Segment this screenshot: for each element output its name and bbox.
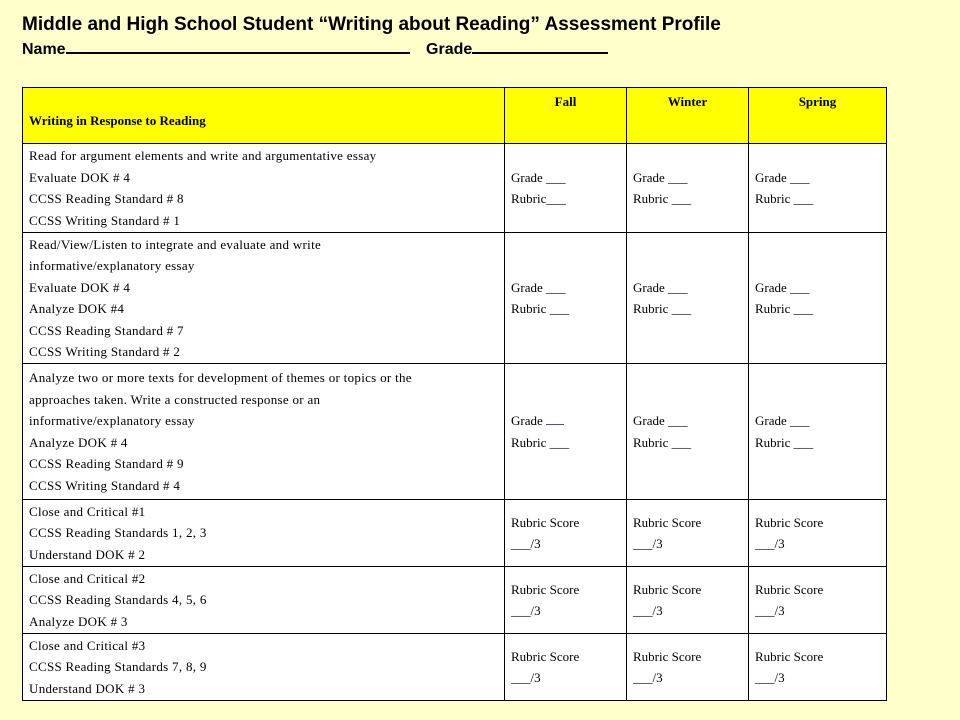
description-line: Close and Critical #2 <box>29 570 146 586</box>
description-line: Understand DOK # 2 <box>29 546 146 562</box>
assessment-profile-table <box>22 87 887 701</box>
spring-rubric: Rubric ___ <box>755 301 814 316</box>
winter-rubric: Rubric ___ <box>633 301 692 316</box>
description-line: CCSS Writing Standard # 1 <box>29 212 181 228</box>
fall-score: ___/3 <box>511 536 541 551</box>
winter-score: ___/3 <box>633 670 663 685</box>
description-line: informative/explanatory essay <box>29 413 195 428</box>
description-line: Understand DOK # 3 <box>29 680 146 696</box>
winter-cell[interactable] <box>627 500 749 567</box>
description-line: informative/explanatory essay <box>29 258 195 273</box>
fall-cell[interactable] <box>505 500 627 567</box>
page-title: Middle and High School Student “Writing about Reading” Assessment Profile <box>22 14 721 35</box>
row-description <box>23 144 505 233</box>
table-row <box>23 364 887 500</box>
winter-grade: Grade ___ <box>633 169 688 185</box>
spring-cell[interactable] <box>749 233 887 364</box>
spring-grade: Grade ___ <box>755 169 810 185</box>
description-line: Evaluate DOK # 4 <box>29 169 131 185</box>
description-line: approaches taken. Write a constructed response or an <box>29 391 321 407</box>
fall-rubric: Rubric ___ <box>511 301 570 316</box>
name-blank-line[interactable] <box>66 38 410 54</box>
table-row <box>23 500 887 567</box>
winter-cell[interactable] <box>627 233 749 364</box>
description-line: Analyze two or more texts for development of themes or topics or the <box>29 370 412 385</box>
description-line: Evaluate DOK # 4 <box>29 279 131 295</box>
spring-rubric: Rubric ___ <box>755 191 814 206</box>
spring-score-label: Rubric Score <box>755 514 824 530</box>
column-header-fall: Fall <box>505 88 627 144</box>
description-line: Analyze DOK # 4 <box>29 434 128 450</box>
fall-rubric: Rubric ___ <box>511 434 570 450</box>
fall-rubric: Rubric___ <box>511 191 566 206</box>
winter-score-label: Rubric Score <box>633 514 702 530</box>
spring-score: ___/3 <box>755 536 785 551</box>
fall-cell[interactable] <box>505 567 627 634</box>
name-grade-row <box>22 38 942 61</box>
spring-cell[interactable] <box>749 364 887 500</box>
fall-grade: Grade ___ <box>511 169 566 185</box>
description-line: Close and Critical #3 <box>29 637 146 653</box>
winter-cell[interactable] <box>627 567 749 634</box>
row-description <box>23 634 505 701</box>
description-line: CCSS Reading Standard # 7 <box>29 322 184 338</box>
spring-cell[interactable] <box>749 144 887 233</box>
table-header-row <box>23 88 887 144</box>
fall-cell[interactable] <box>505 364 627 500</box>
winter-score-label: Rubric Score <box>633 581 702 597</box>
fall-cell[interactable] <box>505 144 627 233</box>
fall-grade: Grade ___ <box>511 279 566 295</box>
column-header-winter: Winter <box>627 88 749 144</box>
column-header-spring: Spring <box>749 88 887 144</box>
winter-grade: Grade ___ <box>633 413 688 428</box>
fall-score: ___/3 <box>511 603 541 618</box>
spring-score-label: Rubric Score <box>755 581 824 597</box>
fall-cell[interactable] <box>505 634 627 701</box>
blue-underline <box>546 413 564 425</box>
winter-score-label: Rubric Score <box>633 648 702 664</box>
winter-rubric: Rubric ___ <box>633 434 692 450</box>
description-line: Read for argument elements and write and argumentative essay <box>29 148 377 163</box>
description-line: CCSS Reading Standard # 8 <box>29 191 184 206</box>
description-line: Read/View/Listen to integrate and evaluate and write <box>29 236 322 252</box>
grade-label: Grade <box>426 41 473 58</box>
description-line: CCSS Reading Standards 1, 2, 3 <box>29 525 207 541</box>
fall-score: ___/3 <box>511 670 541 685</box>
description-line: CCSS Writing Standard # 2 <box>29 344 181 359</box>
row-description <box>23 500 505 567</box>
spring-cell[interactable] <box>749 567 887 634</box>
row-description <box>23 233 505 364</box>
name-label: Name <box>22 41 66 58</box>
spring-rubric: Rubric ___ <box>755 434 814 450</box>
fall-score-label: Rubric Score <box>511 581 580 597</box>
spring-grade: Grade ___ <box>755 413 810 428</box>
winter-score: ___/3 <box>633 603 663 618</box>
description-line: Close and Critical #1 <box>29 503 146 519</box>
description-line: Analyze DOK # 3 <box>29 613 128 629</box>
fall-grade <box>511 410 620 432</box>
spring-grade: Grade ___ <box>755 279 810 295</box>
description-line: CCSS Writing Standard # 4 <box>29 477 181 493</box>
winter-cell[interactable] <box>627 144 749 233</box>
table-row <box>23 233 887 364</box>
table-row <box>23 567 887 634</box>
winter-rubric: Rubric ___ <box>633 191 692 206</box>
winter-grade: Grade ___ <box>633 279 688 295</box>
spring-cell[interactable] <box>749 500 887 567</box>
description-line: Analyze DOK #4 <box>29 301 125 316</box>
spring-score: ___/3 <box>755 670 785 685</box>
row-description <box>23 364 505 500</box>
table-row <box>23 634 887 701</box>
fall-cell[interactable] <box>505 233 627 364</box>
spring-cell[interactable] <box>749 634 887 701</box>
description-line: CCSS Reading Standard # 9 <box>29 456 184 471</box>
row-description <box>23 567 505 634</box>
winter-cell[interactable] <box>627 634 749 701</box>
fall-score-label: Rubric Score <box>511 648 580 664</box>
winter-cell[interactable] <box>627 364 749 500</box>
grade-blank-line[interactable] <box>472 38 608 54</box>
page-header <box>22 12 942 61</box>
column-header-writing: Writing in Response to Reading <box>23 88 505 144</box>
winter-score: ___/3 <box>633 536 663 551</box>
fall-grade-label: Grade <box>511 413 547 428</box>
spring-score-label: Rubric Score <box>755 648 824 664</box>
description-line: CCSS Reading Standards 7, 8, 9 <box>29 659 207 675</box>
spring-score: ___/3 <box>755 603 785 618</box>
fall-score-label: Rubric Score <box>511 514 580 530</box>
description-line: CCSS Reading Standards 4, 5, 6 <box>29 592 207 608</box>
table-row <box>23 144 887 233</box>
